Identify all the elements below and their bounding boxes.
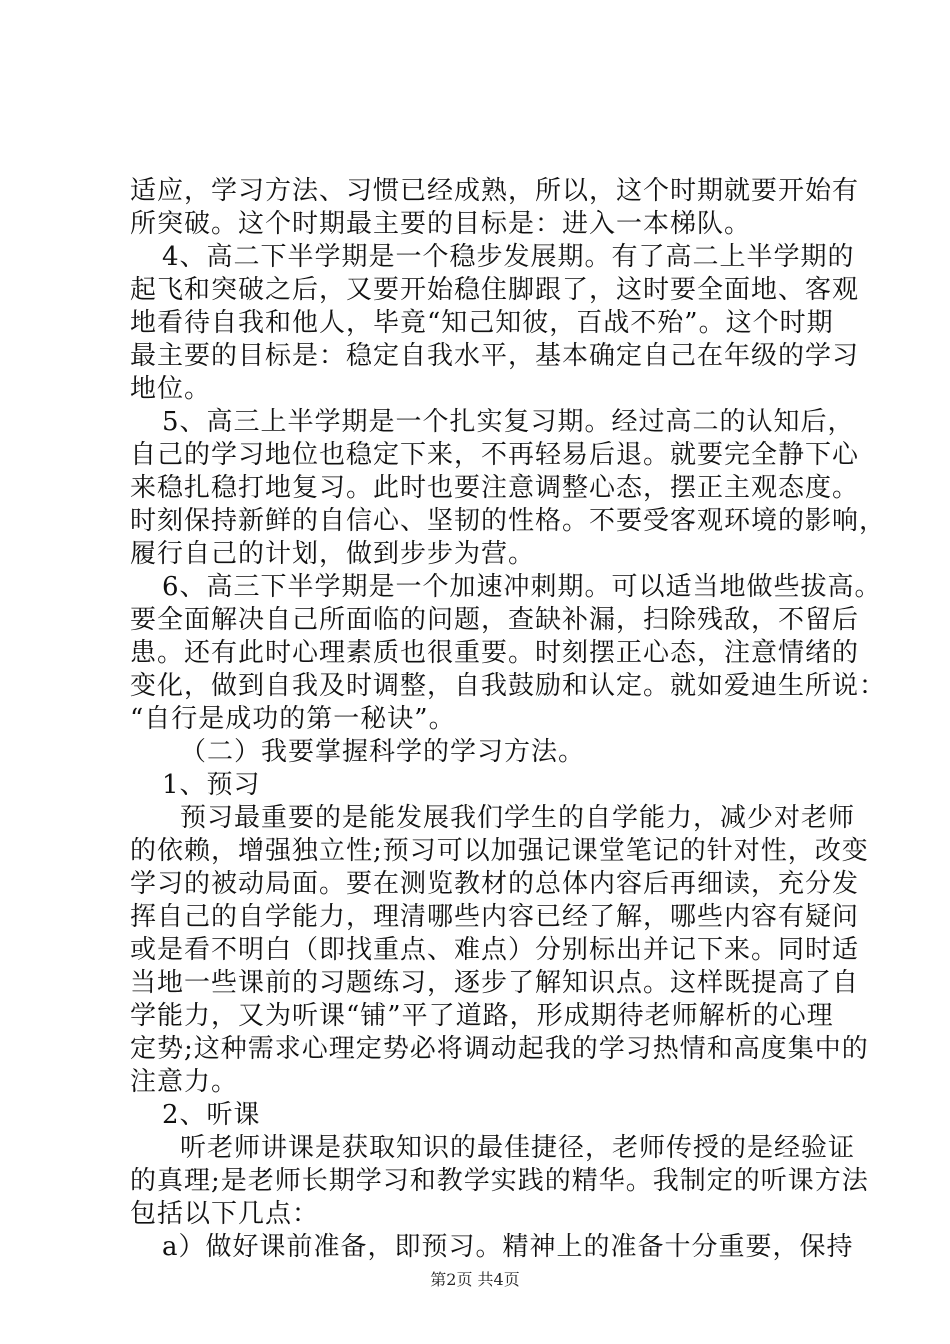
text-line: 或是看不明白（即找重点、难点）分别标出并记下来。同时适 bbox=[130, 935, 860, 965]
text-line: 最主要的目标是：稳定自我水平，基本确定自己在年级的学习 bbox=[130, 341, 860, 371]
paragraph-start: 4、高二下半学期是一个稳步发展期。有了高二上半学期的 bbox=[162, 242, 855, 272]
paragraph-start: 听老师讲课是获取知识的最佳捷径，老师传授的是经验证 bbox=[180, 1133, 856, 1163]
text-line: 变化，做到自我及时调整，自我鼓励和认定。就如爱迪生所说： bbox=[130, 671, 887, 701]
text-line: 的依赖，增强独立性;预习可以加强记课堂笔记的针对性，改变 bbox=[130, 836, 869, 866]
list-item: a）做好课前准备，即预习。精神上的准备十分重要，保持 bbox=[162, 1232, 854, 1262]
text-line: 包括以下几点： bbox=[130, 1199, 320, 1229]
document-body bbox=[130, 175, 887, 1264]
text-line: 注意力。 bbox=[130, 1067, 239, 1097]
text-line: 适应，学习方法、习惯已经成熟，所以，这个时期就要开始有 bbox=[130, 176, 860, 206]
text-line: 所突破。这个时期最主要的目标是：进入一本梯队。 bbox=[130, 209, 752, 239]
text-line: 地看待自我和他人，毕竟“知己知彼，百战不殆”。这个时期 bbox=[130, 308, 834, 338]
text-line: 的真理;是老师长期学习和教学实践的精华。我制定的听课方法 bbox=[130, 1166, 869, 1196]
text-line: 起飞和突破之后，又要开始稳住脚跟了，这时要全面地、客观 bbox=[130, 275, 860, 305]
text-line: 地位。 bbox=[130, 374, 212, 404]
text-line: 患。还有此时心理素质也很重要。时刻摆正心态，注意情绪的 bbox=[130, 638, 860, 668]
text-line: 定势;这种需求心理定势必将调动起我的学习热情和高度集中的 bbox=[130, 1034, 869, 1064]
paragraph-start: 预习最重要的是能发展我们学生的自学能力，减少对老师 bbox=[180, 803, 856, 833]
text-line: 要全面解决自己所面临的问题，查缺补漏，扫除残敌，不留后 bbox=[130, 605, 860, 635]
text-line: 学习的被动局面。要在测览教材的总体内容后再细读，充分发 bbox=[130, 869, 860, 899]
text-line: 时刻保持新鲜的自信心、坚韧的性格。不要受客观环境的影响， bbox=[130, 506, 887, 536]
text-line: “自行是成功的第一秘诀”。 bbox=[130, 704, 456, 734]
text-line: 挥自己的自学能力，理清哪些内容已经了解，哪些内容有疑问 bbox=[130, 902, 860, 932]
text-line: 履行自己的计划，做到步步为营。 bbox=[130, 539, 536, 569]
text-line: 自己的学习地位也稳定下来，不再轻易后退。就要完全静下心 bbox=[130, 440, 860, 470]
text-line: 来稳扎稳打地复习。此时也要注意调整心态，摆正主观态度。 bbox=[130, 473, 860, 503]
section-heading: （二）我要掌握科学的学习方法。 bbox=[180, 737, 586, 767]
subsection-heading: 2、听课 bbox=[162, 1100, 261, 1130]
page-footer: 第2页 共4页 bbox=[430, 1270, 520, 1289]
paragraph-start: 5、高三上半学期是一个扎实复习期。经过高二的认知后， bbox=[162, 407, 855, 437]
subsection-heading: 1、预习 bbox=[162, 770, 261, 800]
text-line: 当地一些课前的习题练习，逐步了解知识点。这样既提高了自 bbox=[130, 968, 860, 998]
paragraph-start: 6、高三下半学期是一个加速冲刺期。可以适当地做些拔高。 bbox=[162, 572, 882, 602]
text-line: 学能力，又为听课“铺”平了道路，形成期待老师解析的心理 bbox=[130, 1001, 834, 1031]
